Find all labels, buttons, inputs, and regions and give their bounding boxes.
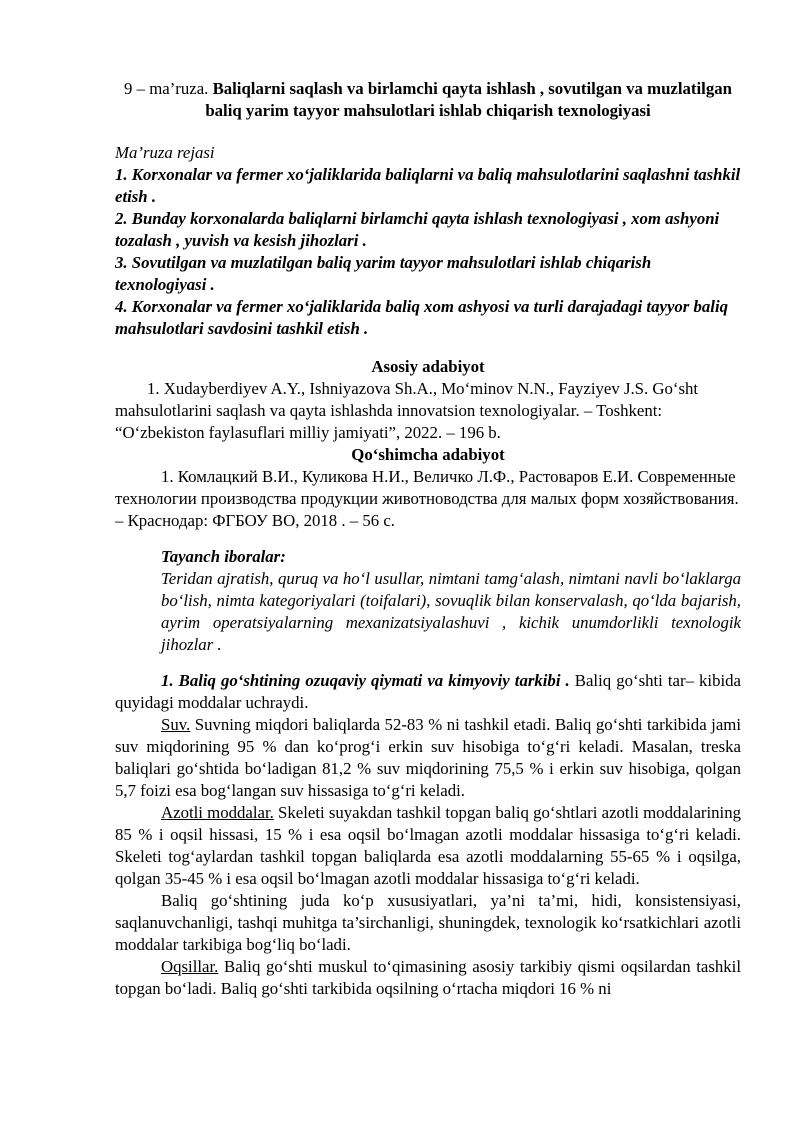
plan-item: 3. Sovutilgan va muzlatilgan baliq yarim tayyor mahsulotlari ishlab chiqarish texnologiyasi . <box>115 253 652 294</box>
nitrogen-label: Azotli moddalar. <box>161 803 274 822</box>
section1-title: 1. Baliq go‘shtining ozuqaviy qiymati va kimyoviy tarkibi . <box>161 671 570 690</box>
section1-paragraph <box>115 670 741 714</box>
protein-paragraph <box>115 956 741 1000</box>
lecture-title <box>115 78 741 122</box>
nitrogen-paragraph <box>115 802 741 890</box>
document-page <box>115 78 741 1000</box>
extra-literature-heading: Qo‘shimcha adabiyot <box>351 445 505 464</box>
section1-intro: Baliq go‘shti tar– kibida quyidagi moddalar uchraydi. <box>115 671 741 712</box>
water-paragraph <box>115 714 741 802</box>
properties-paragraph: Baliq go‘shtining juda ko‘p xususiyatlari, ya’ni ta’mi, hidi, konsistensiyasi, saqlanuvchanligi, tashqi muhitga ta’sirchanligi, shuningdek, texnologik ko‘rsatkichlari azotli moddalar tarkibiga bog‘liq bo‘ladi. <box>115 891 741 954</box>
main-literature-item: 1. Xudayberdiyev A.Y., Ishniyazova Sh.A., Mo‘minov N.N., Fayziyev J.S. Go‘sht mahsulotlarini saqlash va qayta ishlashda innovatsion texnologiyalar. – Toshkent: “O‘zbekiston faylasuflari milliy jamiyati”, 2022. – 196 b. <box>115 379 699 442</box>
extra-literature <box>115 444 741 532</box>
plan-item: 4. Korxonalar va fermer xo‘jaliklarida baliq xom ashyosi va turli darajadagi tayyor baliq mahsulotlari savdosini tashkil etish . <box>115 297 728 338</box>
lecture-plan <box>115 142 741 340</box>
plan-heading: Ma’ruza rejasi <box>115 143 215 162</box>
protein-text: Baliq go‘shti muskul to‘qimasining asosiy tarkibiy qismi oqsilardan tashkil topgan bo‘ladi. Baliq go‘shti tarkibida oqsilning o‘rtacha miqdori 16 % ni <box>115 957 741 998</box>
keywords-heading: Tayanch iboralar: <box>161 547 286 566</box>
extra-literature-item: 1. Комлацкий В.И., Куликова Н.И., Величко Л.Ф., Растоваров Е.И. Современные технологии производства продукции животноводства для малых форм хозяйствования. – Краснодар: ФГБОУ ВО, 2018 . – 56 с. <box>115 467 739 530</box>
keywords-block <box>115 546 741 656</box>
protein-label: Oqsillar. <box>161 957 219 976</box>
water-label: Suv. <box>161 715 191 734</box>
plan-item: 2. Bunday korxonalarda baliqlarni birlamchi qayta ishlash texnologiyasi , xom ashyoni tozalash , yuvish va kesish jihozlari . <box>115 209 720 250</box>
lecture-topic: Baliqlarni saqlash va birlamchi qayta ishlash , sovutilgan va muzlatilgan baliq yarim tayyor mahsulotlari ishlab chiqarish texnologiyasi <box>205 79 732 120</box>
lecture-number: 9 – ma’ruza. <box>124 79 209 98</box>
main-literature-heading: Asosiy adabiyot <box>371 357 485 376</box>
main-literature <box>115 356 741 444</box>
nitrogen-text: Skeleti suyakdan tashkil topgan baliq go‘shtlari azotli moddalarining 85 % i oqsil hissasi, 15 % i esa oqsil bo‘lmagan azotli moddalar hissasiga to‘g‘ri keladi. Skeleti tog‘aylardan tashkil topgan baliqlarda esa azotli moddalarning 55-65 % i oqsilga, qolgan 35-45 % i esa oqsil bo‘lmagan azotli moddalar hissasiga to‘g‘ri keladi. <box>115 803 741 888</box>
water-text: Suvning miqdori baliqlarda 52-83 % ni tashkil etadi. Baliq go‘shti tarkibida jami suv miqdorining 95 % dan ko‘prog‘i erkin suv hisobiga to‘g‘ri keladi. Masalan, treska baliqlari go‘shtida bo‘ladigan 81,2 % suv miqdorining 75,5 % i erkin suv hisobiga, qolgan 5,7 foizi esa bog‘langan suv hissasiga to‘g‘ri keladi. <box>115 715 741 800</box>
keywords-text: Teridan ajratish, quruq va ho‘l usullar, nimtani tamg‘alash, nimtani navli bo‘laklarga bo‘lish, nimta kategoriyalari (toifalari), sovuqlik bilan konservalash, qo‘lda bajarish, ayrim operatsiyalarning mexanizatsiyalashuvi , kichik unumdorlikli texnologik jihozlar . <box>161 569 741 654</box>
plan-item: 1. Korxonalar va fermer xo‘jaliklarida baliqlarni va baliq mahsulotlarini saqlashni tashkil etish . <box>115 165 741 206</box>
